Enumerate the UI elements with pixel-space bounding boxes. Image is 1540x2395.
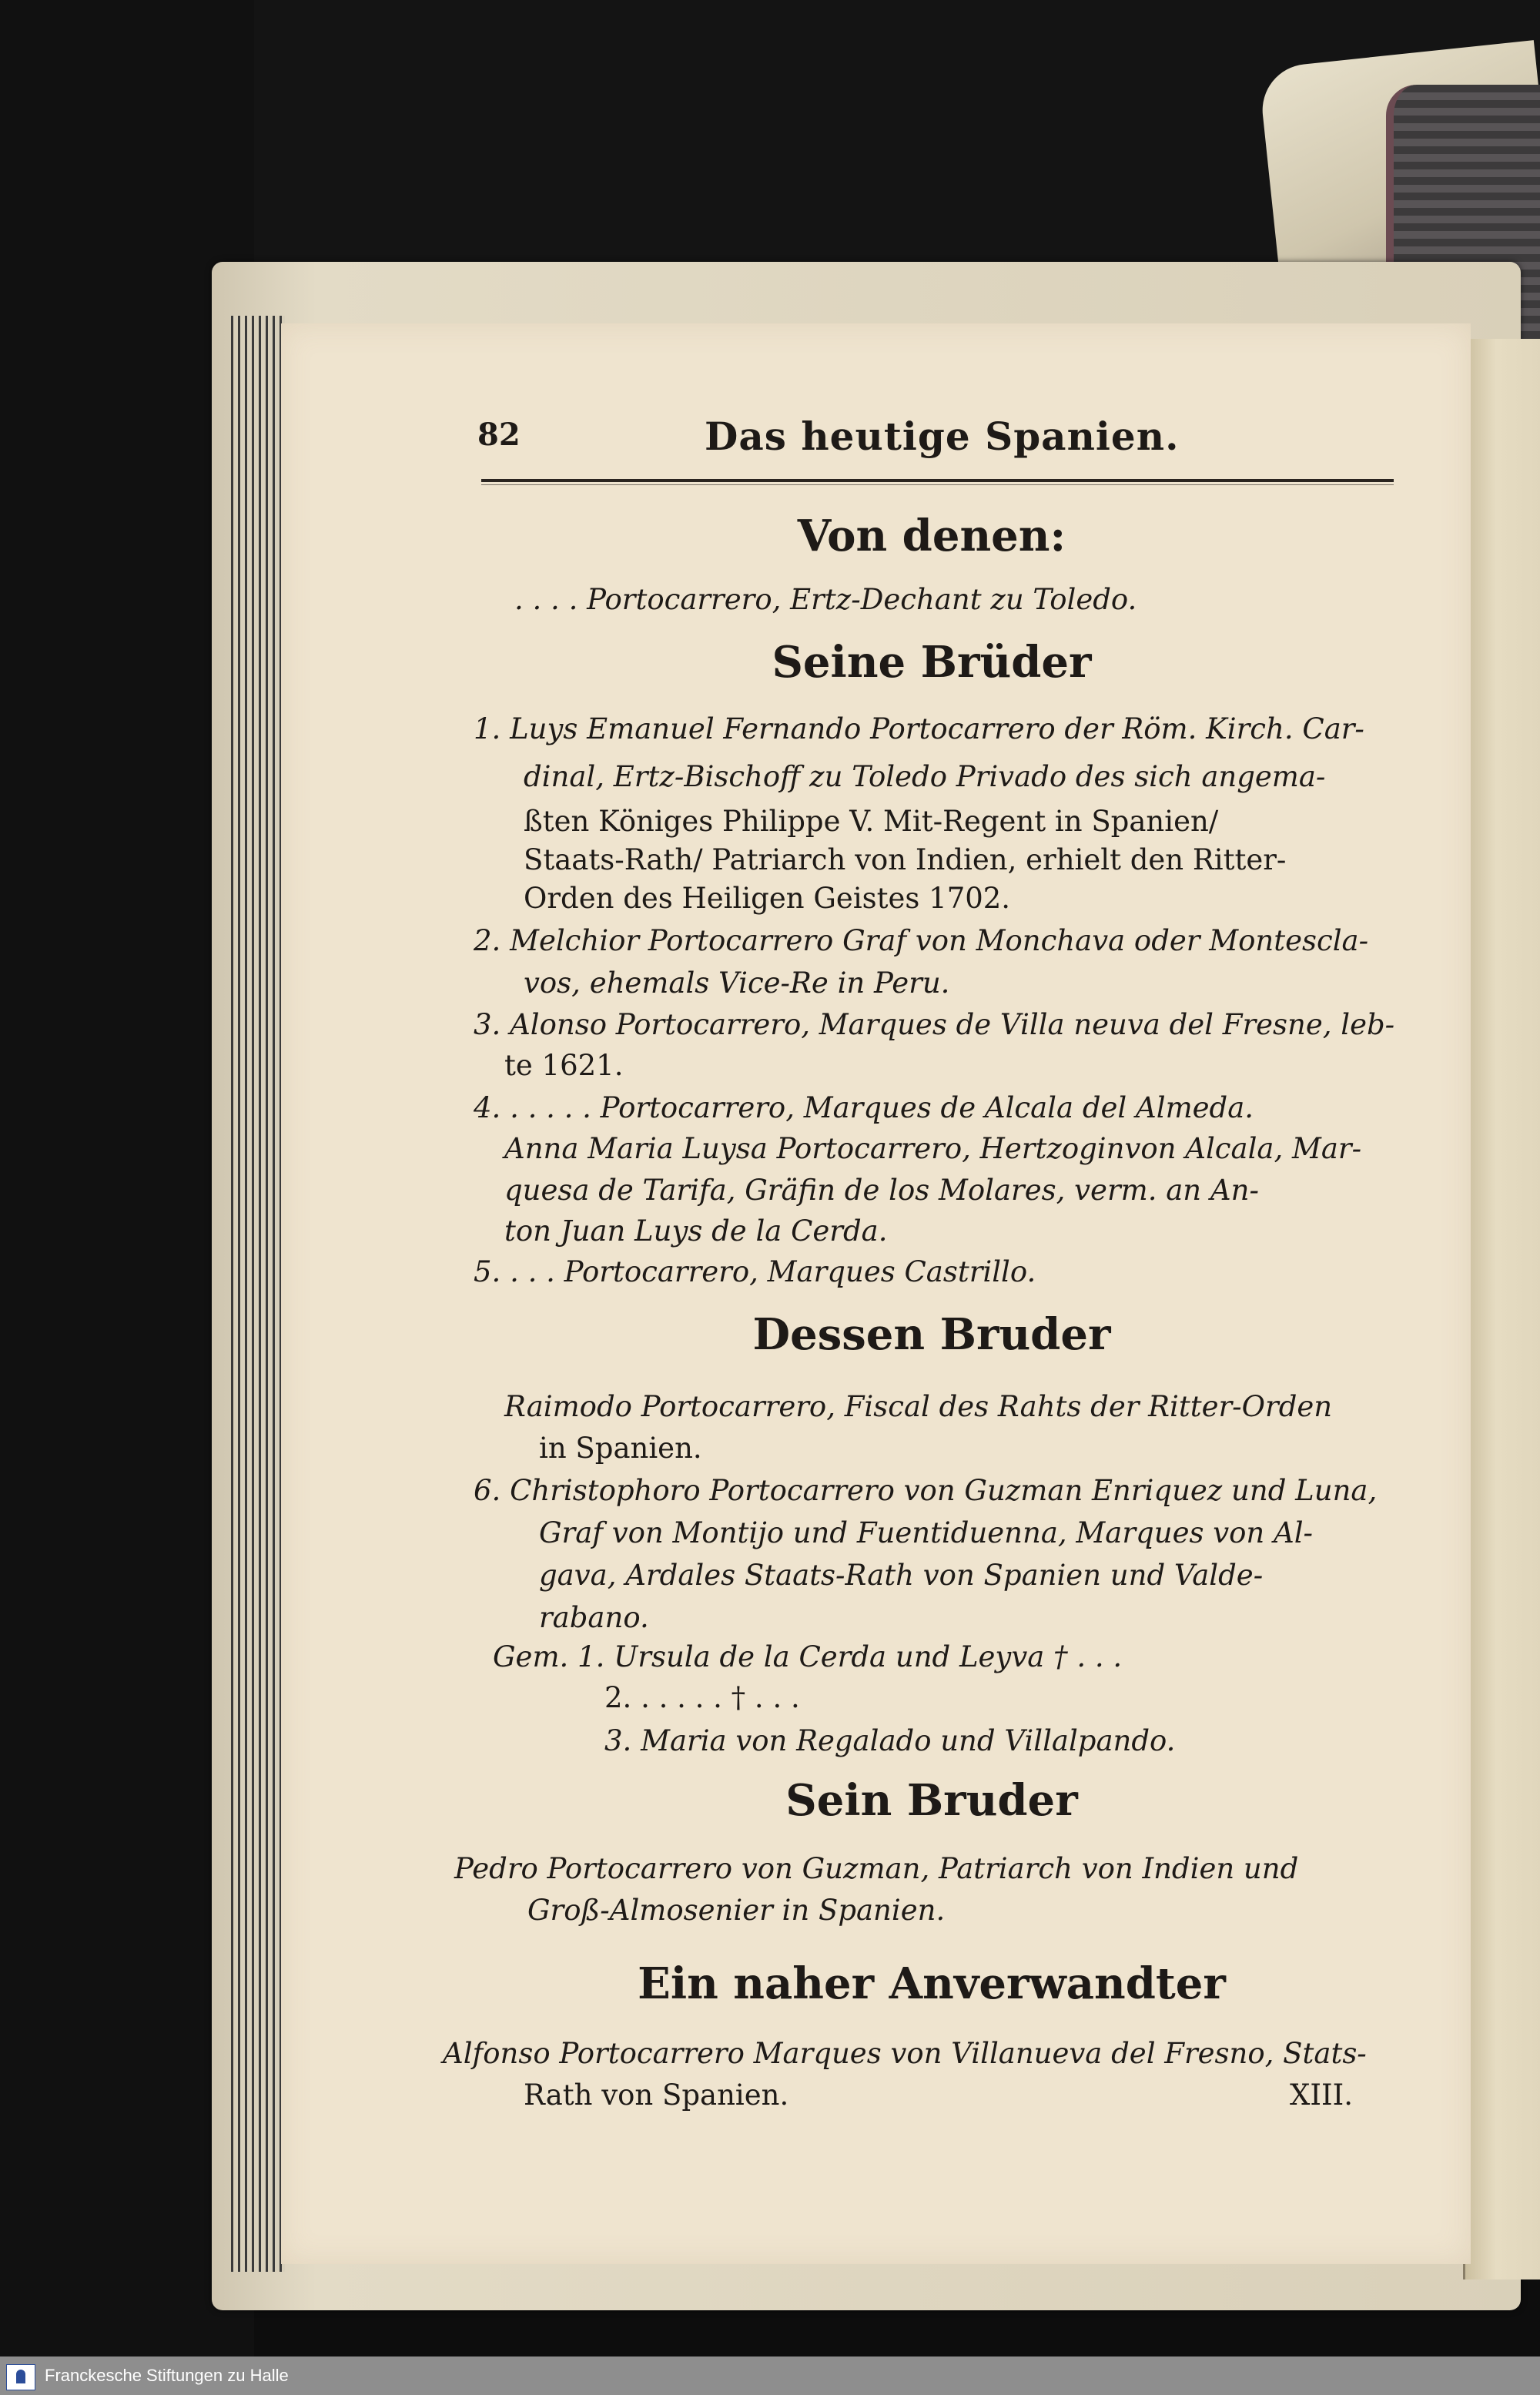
footer-credit: Franckesche Stiftungen zu Halle <box>45 2366 289 2385</box>
entry-6-line: gava, Ardales Staats-Rath von Spanien und Valde- <box>539 1559 1264 1592</box>
entry-4-line: 4. . . . . . Portocarrero, Marques de Alcala del Almeda. <box>474 1091 1254 1124</box>
entry-2-line: 2. Melchior Portocarrero Graf von Monchava oder Montescla- <box>474 924 1369 957</box>
entry-6-line: Graf von Montijo und Fuentiduenna, Marques von Al- <box>539 1516 1314 1549</box>
spouse-line: 3. Maria von Regalado und Villalpando. <box>604 1724 1176 1757</box>
text-line: Raimodo Portocarrero, Fiscal des Rahts der Ritter-Orden <box>504 1390 1333 1423</box>
entry-1-line: dinal, Ertz-Bischoff zu Toledo Privado des sich angema- <box>524 760 1326 793</box>
entry-4-line: ton Juan Luys de la Cerda. <box>504 1214 888 1248</box>
catchword: XIII. <box>1290 2078 1353 2112</box>
text-line: . . . . Portocarrero, Ertz-Dechant zu Toledo. <box>514 583 1137 616</box>
heading-seine-brueder: Seine Brüder <box>772 637 1092 688</box>
heading-von-denen: Von denen: <box>797 511 1066 561</box>
running-title: Das heutige Spanien. <box>705 414 1180 459</box>
entry-1-line: Orden des Heiligen Geistes 1702. <box>524 882 1011 915</box>
header-rule-thin <box>481 484 1394 485</box>
entry-6-line: 6. Christophoro Portocarrero von Guzman Enriquez und Luna, <box>474 1474 1378 1507</box>
entry-3-line: te 1621. <box>504 1049 624 1082</box>
entry-4-line: quesa de Tarifa, Gräfin de los Molares, verm. an An- <box>504 1174 1259 1207</box>
entry-1-line: Staats-Rath/ Patriarch von Indien, erhielt den Ritter- <box>524 843 1287 876</box>
spouse-line: Gem. 1. Ursula de la Cerda und Leyva † . . . <box>493 1640 1123 1673</box>
text-line: Rath von Spanien. <box>524 2078 789 2112</box>
entry-1-line: 1. Luys Emanuel Fernando Portocarrero der Röm. Kirch. Car- <box>474 712 1364 745</box>
institution-logo-icon <box>6 2364 35 2390</box>
entry-1-line: ßten Königes Philippe V. Mit-Regent in Spanien/ <box>524 805 1219 838</box>
text-line: Alfonso Portocarrero Marques von Villanueva del Fresno, Stats- <box>443 2037 1367 2070</box>
entry-5-line: 5. . . . Portocarrero, Marques Castrillo. <box>474 1255 1036 1288</box>
page-number: 82 <box>477 417 521 453</box>
text-line: Groß-Almosenier in Spanien. <box>527 1894 946 1927</box>
header-rule <box>481 479 1394 482</box>
heading-dessen-bruder: Dessen Bruder <box>752 1309 1111 1360</box>
entry-3-line: 3. Alonso Portocarrero, Marques de Villa neuva del Fresne, leb- <box>474 1008 1395 1041</box>
spouse-line: 2. . . . . . † . . . <box>604 1681 800 1714</box>
entry-6-line: rabano. <box>539 1601 649 1634</box>
entry-4-line: Anna Maria Luysa Portocarrero, Hertzoginvon Alcala, Mar- <box>504 1132 1362 1165</box>
heading-sein-bruder: Sein Bruder <box>785 1775 1078 1826</box>
entry-2-line: vos, ehemals Vice-Re in Peru. <box>524 966 950 1000</box>
text-line: in Spanien. <box>539 1432 702 1465</box>
text-line: Pedro Portocarrero von Guzman, Patriarch von Indien und <box>454 1852 1299 1885</box>
heading-ein-naher-anverwandter: Ein naher Anverwandter <box>638 1958 1226 2009</box>
